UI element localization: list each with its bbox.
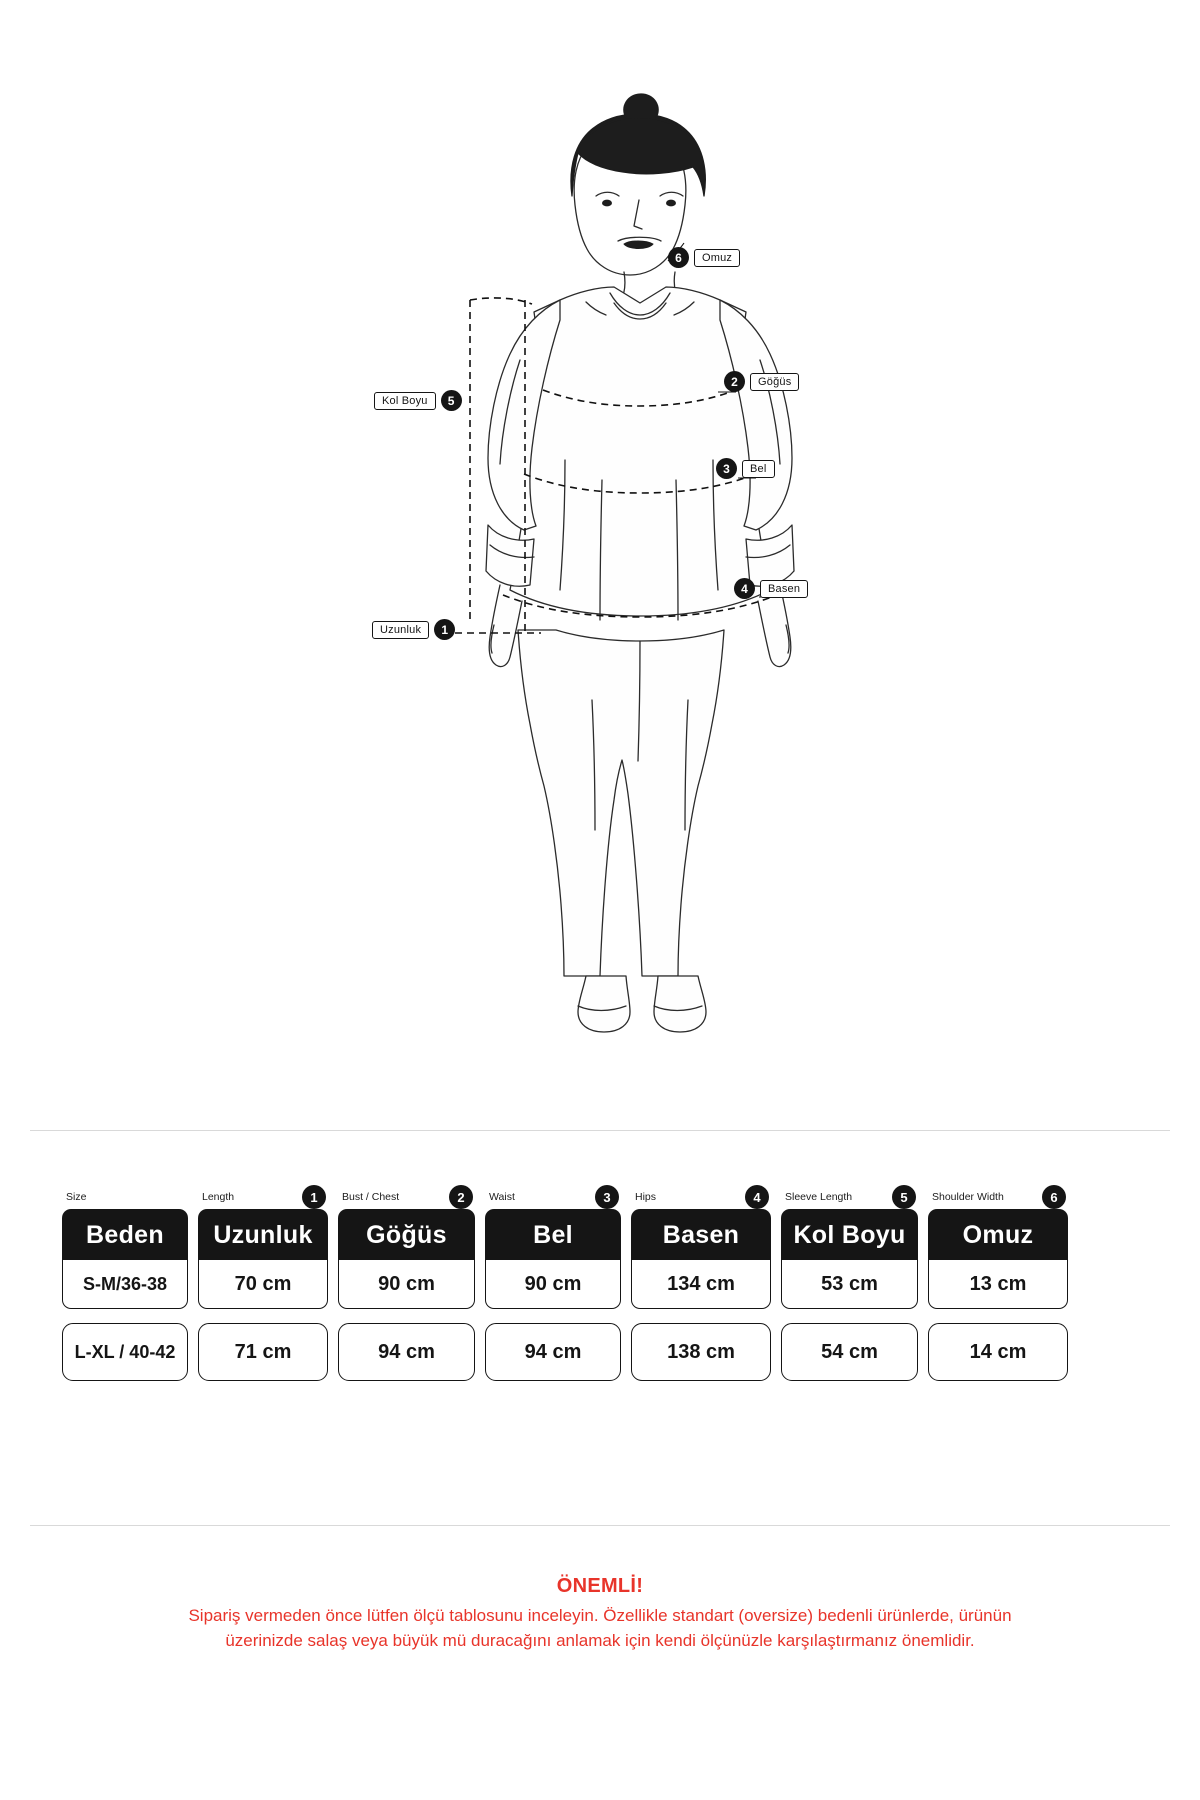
minihead-label-length: Length [202, 1191, 235, 1203]
callout-bullet-4: 4 [734, 578, 755, 599]
cell-omuz-row2: 14 cm [928, 1323, 1068, 1381]
callout-label-uzunluk: Uzunluk [372, 621, 429, 639]
table-cell-wrap-bel2 [485, 1323, 621, 1381]
divider-bottom [30, 1525, 1170, 1526]
table-cell-wrap-uzunluk2 [198, 1323, 328, 1381]
header-uzunluk: Uzunluk [198, 1209, 328, 1261]
table-cell-wrap-gogus2 [338, 1323, 475, 1381]
minihead-bullet-5: 5 [892, 1185, 916, 1209]
cell-kol-boyu-row2: 54 cm [781, 1323, 918, 1381]
table-column-beden [62, 1185, 188, 1309]
notice-text: Sipariş vermeden önce lütfen ölçü tablosunu inceleyin. Özellikle standart (oversize) bedenli ürünlerde, ürünün üzerinizde salaş veya büyük mü duracağını anlamak için kendi ölçünüzle karşılaştırmanız önemlidir. [188, 1606, 1012, 1650]
table-column-omuz [928, 1185, 1068, 1309]
header-basen: Basen [631, 1209, 771, 1261]
minihead-bullet-4: 4 [745, 1185, 769, 1209]
minihead-sleeve [781, 1185, 918, 1209]
minihead-bullet-6: 6 [1042, 1185, 1066, 1209]
cell-uzunluk-row1: 70 cm [198, 1260, 328, 1309]
size-table [62, 1185, 1138, 1395]
table-cell-wrap-kol2 [781, 1323, 918, 1381]
callout-label-gogus: Göğüs [750, 373, 799, 391]
cell-omuz-row1: 13 cm [928, 1260, 1068, 1309]
minihead-bullet-3: 3 [595, 1185, 619, 1209]
cell-beden-row1: S-M/36-38 [62, 1260, 188, 1309]
table-column-bel [485, 1185, 621, 1309]
header-gogus: Göğüs [338, 1209, 475, 1261]
callout-label-bel: Bel [742, 460, 775, 478]
table-column-kol-boyu [781, 1185, 918, 1309]
minihead-label-sleeve: Sleeve Length [785, 1191, 853, 1203]
callout-bullet-6: 6 [668, 247, 689, 268]
callout-bullet-5: 5 [441, 390, 462, 411]
table-cell-wrap-basen2 [631, 1323, 771, 1381]
callout-gogus [724, 371, 799, 392]
minihead-label-shoulder: Shoulder Width [932, 1191, 1004, 1203]
minihead-label-waist: Waist [489, 1191, 515, 1203]
callout-uzunluk [372, 619, 455, 640]
important-notice [0, 1575, 1200, 1653]
callout-bullet-1: 1 [434, 619, 455, 640]
callout-bullet-3: 3 [716, 458, 737, 479]
minihead-shoulder [928, 1185, 1068, 1209]
minihead-label-bust: Bust / Chest [342, 1191, 400, 1203]
cell-bel-row1: 90 cm [485, 1260, 621, 1309]
header-kol-boyu: Kol Boyu [781, 1209, 918, 1261]
minihead-size [62, 1185, 188, 1209]
table-cell-wrap-omuz2 [928, 1323, 1068, 1381]
minihead-label-size: Size [66, 1191, 87, 1203]
cell-basen-row1: 134 cm [631, 1260, 771, 1309]
divider-top [30, 1130, 1170, 1131]
callout-kol-boyu [374, 390, 462, 411]
callout-label-omuz: Omuz [694, 249, 740, 267]
cell-uzunluk-row2: 71 cm [198, 1323, 328, 1381]
cell-bel-row2: 94 cm [485, 1323, 621, 1381]
header-beden: Beden [62, 1209, 188, 1261]
table-cell-wrap-beden2 [62, 1323, 188, 1381]
table-column-uzunluk [198, 1185, 328, 1309]
callout-label-basen: Basen [760, 580, 808, 598]
minihead-bullet-1: 1 [302, 1185, 326, 1209]
cell-gogus-row2: 94 cm [338, 1323, 475, 1381]
cell-beden-row2: L-XL / 40-42 [62, 1323, 188, 1381]
table-row-second [62, 1323, 1138, 1381]
callout-label-kol-boyu: Kol Boyu [374, 392, 436, 410]
minihead-label-hips: Hips [635, 1191, 657, 1203]
cell-basen-row2: 138 cm [631, 1323, 771, 1381]
minihead-length [198, 1185, 328, 1209]
minihead-waist [485, 1185, 621, 1209]
header-bel: Bel [485, 1209, 621, 1261]
callout-omuz [668, 247, 740, 268]
cell-kol-boyu-row1: 53 cm [781, 1260, 918, 1309]
minihead-hips [631, 1185, 771, 1209]
callout-bullet-2: 2 [724, 371, 745, 392]
cell-gogus-row1: 90 cm [338, 1260, 475, 1309]
table-row-header-and-first [62, 1185, 1138, 1309]
notice-title: ÖNEMLİ! [556, 1575, 644, 1597]
table-column-basen [631, 1185, 771, 1309]
minihead-bullet-2: 2 [449, 1185, 473, 1209]
header-omuz: Omuz [928, 1209, 1068, 1261]
table-column-gogus [338, 1185, 475, 1309]
callout-basen [734, 578, 808, 599]
callout-bel [716, 458, 775, 479]
minihead-bust [338, 1185, 475, 1209]
